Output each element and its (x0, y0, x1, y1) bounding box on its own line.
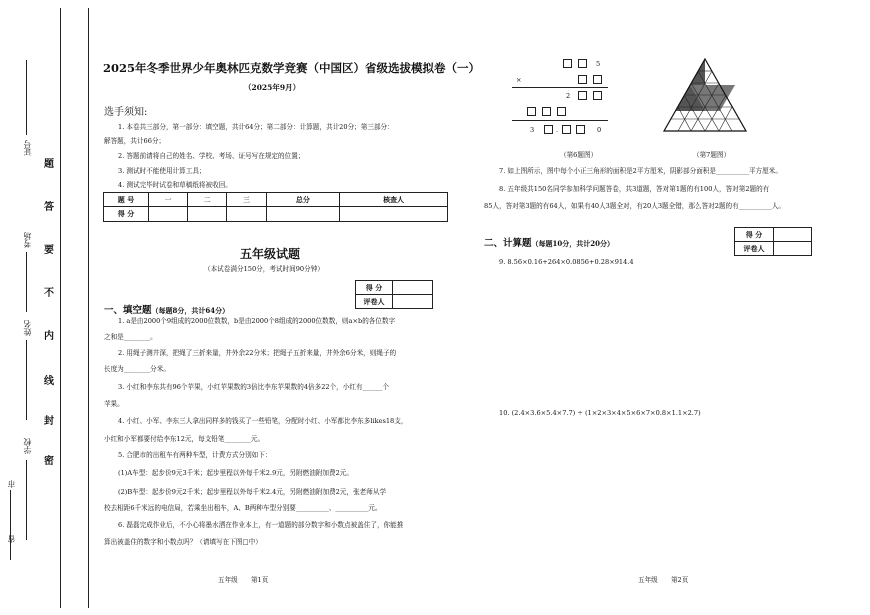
notice-line: 2. 答题前请将自己的姓名、学校、考场、证号写在规定的位置； (118, 152, 305, 160)
page-footer: 五年级 第1页 (218, 576, 269, 584)
score-table (103, 192, 448, 222)
q5-line: (2)B车型：起步价9元2千米；起步里程以外每千米2.4元，另附燃油附加费2元，张老师从学 (118, 488, 387, 496)
score-box-label: 得 分 (735, 228, 774, 242)
grade-title: 五年级试题 (240, 247, 301, 261)
score-cell[interactable] (266, 207, 340, 222)
q3-line: 3. 小红和李东共有96个苹果，小红苹果数的3倍比李东苹果数的4倍多22个，小红有______个 (118, 383, 389, 391)
q9-answer-area[interactable] (484, 270, 824, 400)
exam-date: （2025年9月） (244, 83, 301, 92)
field-exam-room: 考场 (23, 232, 32, 248)
digit-box[interactable] (542, 107, 551, 116)
seal-char: 密 (44, 456, 54, 467)
q7-triangle-figure (660, 55, 750, 137)
binding-line-inner (88, 8, 89, 608)
section1-score-box (355, 280, 433, 309)
q6-line: 6. 磊磊完成作业后，不小心将墨水洒在作业本上，有一道题的部分数字和小数点被盖住了，你能推 (118, 521, 404, 529)
digit-box[interactable] (563, 59, 572, 68)
q10-answer-area[interactable] (484, 422, 824, 562)
notice-heading: 选手须知: (104, 107, 148, 118)
q8-line: 85人，答对第3题的有64人，如果有40人3题全对，有20人3题全错，那么答对2题的有__________人。 (484, 202, 785, 210)
q8-line: 8. 五年级共150名同学参加科学问题答卷，共3道题，答对第1题的有100人，答对第2题的有 (499, 185, 770, 193)
exam-info: （本试卷满分150分，考试时间90分钟） (204, 265, 324, 273)
field-id: 证号 (23, 140, 32, 156)
digit-box[interactable] (578, 75, 587, 84)
section2-score-box (734, 227, 812, 256)
q10-text: 10. (2.4×3.6×5.4×7.7) ÷ (1×2×3×4×5×6×7×0.8×1.1×2.7) (499, 409, 701, 417)
seal-char: 内 (44, 331, 54, 342)
q3-line: 苹果。 (104, 400, 124, 408)
digit-box[interactable] (578, 59, 587, 68)
digit-box[interactable] (578, 91, 587, 100)
grader-box-label: 评卷人 (356, 295, 393, 309)
score-cell[interactable] (227, 207, 266, 222)
puzzle-rule (512, 87, 608, 88)
section2-title: 二、计算题 (484, 238, 532, 249)
score-box-cell[interactable] (393, 281, 433, 295)
score-box-cell[interactable] (774, 228, 812, 242)
score-table-header: 题 号 (104, 193, 149, 207)
field-school-line (26, 460, 27, 540)
section1-title: 一、填空题 (104, 305, 152, 316)
digit-box[interactable] (576, 125, 585, 134)
seal-char: 封 (44, 416, 54, 427)
q5-line: 5. 合肥市的出租车有两种车型，计费方式分别如下： (118, 451, 272, 459)
field-name: 姓名 (23, 320, 32, 336)
seal-char: 要 (44, 245, 54, 256)
puzzle-digit: 3 (530, 126, 535, 134)
notice-line: 解答题，共计66分； (104, 137, 166, 145)
q6-line: 算出被盖住的数字和小数点吗？（请填写在下图□中） (104, 538, 262, 546)
q5-line: 校去相距6千米远的电信局，若乘坐出租车，A、B两种车型分别要__________、__________元。 (104, 504, 382, 512)
field-name-line (26, 340, 27, 420)
digit-box[interactable] (593, 75, 602, 84)
seal-char: 不 (44, 288, 54, 299)
score-cell[interactable] (340, 207, 448, 222)
digit-box[interactable] (557, 107, 566, 116)
digit-box[interactable] (562, 125, 571, 134)
seal-char: 答 (44, 202, 54, 213)
field-province-line (10, 490, 11, 560)
score-table-header: 总分 (266, 193, 340, 207)
section1-sub: （每题8分，共计64分） (151, 306, 230, 315)
puzzle-digit: 2 (566, 92, 571, 100)
q2-line: 长度为________分米。 (104, 365, 170, 373)
q7-line: 7. 如上图所示，图中每个小正三角形的面积是2平方厘米，阴影部分面积是__________平方厘米。 (499, 167, 782, 175)
q1-line: 之和是________。 (104, 333, 157, 341)
score-cell[interactable] (188, 207, 227, 222)
score-table-header: 一 (149, 193, 188, 207)
section2-heading (484, 231, 614, 250)
q4-line: 小红和小军都要付给李东12元，每支铅笔________元。 (104, 435, 265, 443)
section1-heading (104, 298, 229, 317)
seal-char: 题 (44, 159, 54, 170)
notice-line: 1. 本卷共三部分，第一部分：填空题，共计64分；第二部分：计算题，共计20分；第三部分： (118, 123, 394, 131)
section2-sub: （每题10分，共计20分） (531, 239, 614, 248)
notice-line: 4. 测试完毕时试卷和草稿纸将被收回。 (118, 181, 232, 189)
field-province: 省 (7, 535, 16, 543)
score-table-row-label: 得 分 (104, 207, 149, 222)
field-exam-room-line (26, 252, 27, 312)
decimal-point: . (556, 126, 559, 134)
digit-box[interactable] (593, 91, 602, 100)
score-box-label: 得 分 (356, 281, 393, 295)
puzzle-digit: 0 (597, 126, 602, 134)
q4-line: 4. 小红、小军、李东三人拿出同样多的钱买了一些铅笔，分配时小红、小军都比李东多likes18支， (118, 417, 408, 425)
q9-text: 9. 8.56×0.16+264×0.0856+0.28×914.4 (499, 258, 634, 266)
score-cell[interactable] (149, 207, 188, 222)
page-footer: 五年级 第2页 (638, 576, 689, 584)
digit-box[interactable] (527, 107, 536, 116)
score-table-header: 三 (227, 193, 266, 207)
grader-box-cell[interactable] (393, 295, 433, 309)
times-sign: × (516, 76, 522, 84)
seal-char: 线 (44, 376, 54, 387)
exam-title: 2025年冬季世界少年奥林匹克数学竞赛（中国区）省级选拔模拟卷（一） (103, 61, 481, 75)
puzzle-rule (512, 120, 608, 121)
q2-line: 2. 用绳子测井深，把绳了三折来量，井外余22分米；把绳子五折来量，井外余6分米，则绳子的 (118, 349, 397, 357)
grader-box-cell[interactable] (774, 242, 812, 256)
field-school: 学校 (23, 438, 32, 454)
q7-caption: （第7题图） (693, 151, 731, 159)
q1-line: 1. a是由2000个9组成的2000位数数，b是由2000个8组成的2000位数数，则a×b的各位数字 (118, 317, 396, 325)
field-city: 市 (7, 480, 16, 488)
notice-line: 3. 测试时不能使用计算工具； (118, 167, 206, 175)
binding-line-outer (60, 8, 61, 608)
score-table-header: 核查人 (340, 193, 448, 207)
digit-box[interactable] (544, 125, 553, 134)
field-id-line (26, 60, 27, 135)
q5-line: (1)A车型：起步价9元3千米；起步里程以外每千米2.9元，另附燃油附加费2元。 (118, 469, 353, 477)
score-table-header: 二 (188, 193, 227, 207)
grader-box-label: 评卷人 (735, 242, 774, 256)
q6-caption: （第6题图） (560, 151, 598, 159)
puzzle-digit: 5 (596, 60, 601, 68)
